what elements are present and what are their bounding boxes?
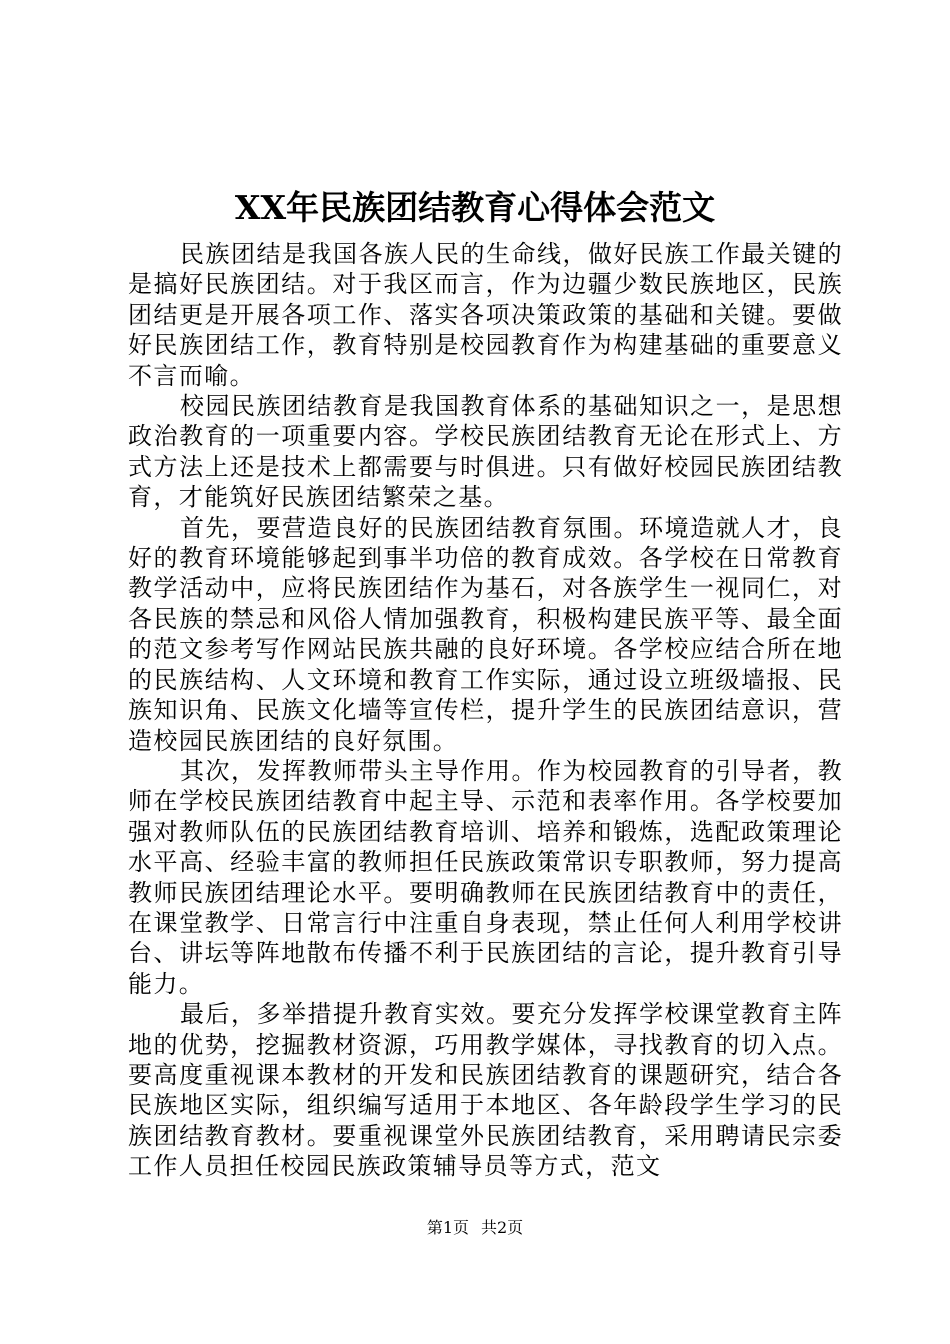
page-number: 第1页	[426, 1218, 469, 1237]
paragraph-5: 最后，多举措提升教育实效。要充分发挥学校课堂教育主阵地的优势，挖掘教材资源，巧用教学媒体，寻找教育的切入点。要高度重视课本教材的开发和民族团结教育的课题研究，结合各民族地区实际，组织编写适用于本地区、各年龄段学生学习的民族团结教育教材。要重视课堂外民族团结教育，采用聘请民宗委工作人员担任校园民族政策辅导员等方式，范文	[128, 1000, 843, 1181]
paragraph-4: 其次，发挥教师带头主导作用。作为校园教育的引导者，教师在学校民族团结教育中起主导、示范和表率作用。各学校要加强对教师队伍的民族团结教育培训、培养和锻炼，选配政策理论水平高、经验丰富的教师担任民族政策常识专职教师，努力提高教师民族团结理论水平。要明确教师在民族团结教育中的责任，在课堂教学、日常言行中注重自身表现，禁止任何人利用学校讲台、讲坛等阵地散布传播不利于民族团结的言论，提升教育引导能力。	[128, 756, 843, 998]
paragraph-2: 校园民族团结教育是我国教育体系的基础知识之一，是思想政治教育的一项重要内容。学校民族团结教育无论在形式上、方式方法上还是技术上都需要与时俱进。只有做好校园民族团结教育，才能筑好民族团结繁荣之基。	[128, 392, 843, 512]
paragraph-1: 民族团结是我国各族人民的生命线，做好民族工作最关键的是搞好民族团结。对于我区而言，作为边疆少数民族地区，民族团结更是开展各项工作、落实各项决策政策的基础和关键。要做好民族团结工作，教育特别是校园教育作为构建基础的重要意义不言而喻。	[128, 240, 843, 390]
page-footer	[0, 1216, 950, 1240]
total-pages: 共2页	[481, 1218, 524, 1237]
document-body	[128, 239, 843, 1182]
paragraph-3: 首先，要营造良好的民族团结教育氛围。环境造就人才，良好的教育环境能够起到事半功倍的教育成效。各学校在日常教育教学活动中，应将民族团结作为基石，对各族学生一视同仁，对各民族的禁忌和风俗人情加强教育，积极构建民族平等、最全面的范文参考写作网站民族共融的良好环境。各学校应结合所在地的民族结构、人文环境和教育工作实际，通过设立班级墙报、民族知识角、民族文化墙等宣传栏，提升学生的民族团结意识，营造校园民族团结的良好氛围。	[128, 513, 843, 755]
document-title: XX年民族团结教育心得体会范文	[234, 188, 716, 227]
